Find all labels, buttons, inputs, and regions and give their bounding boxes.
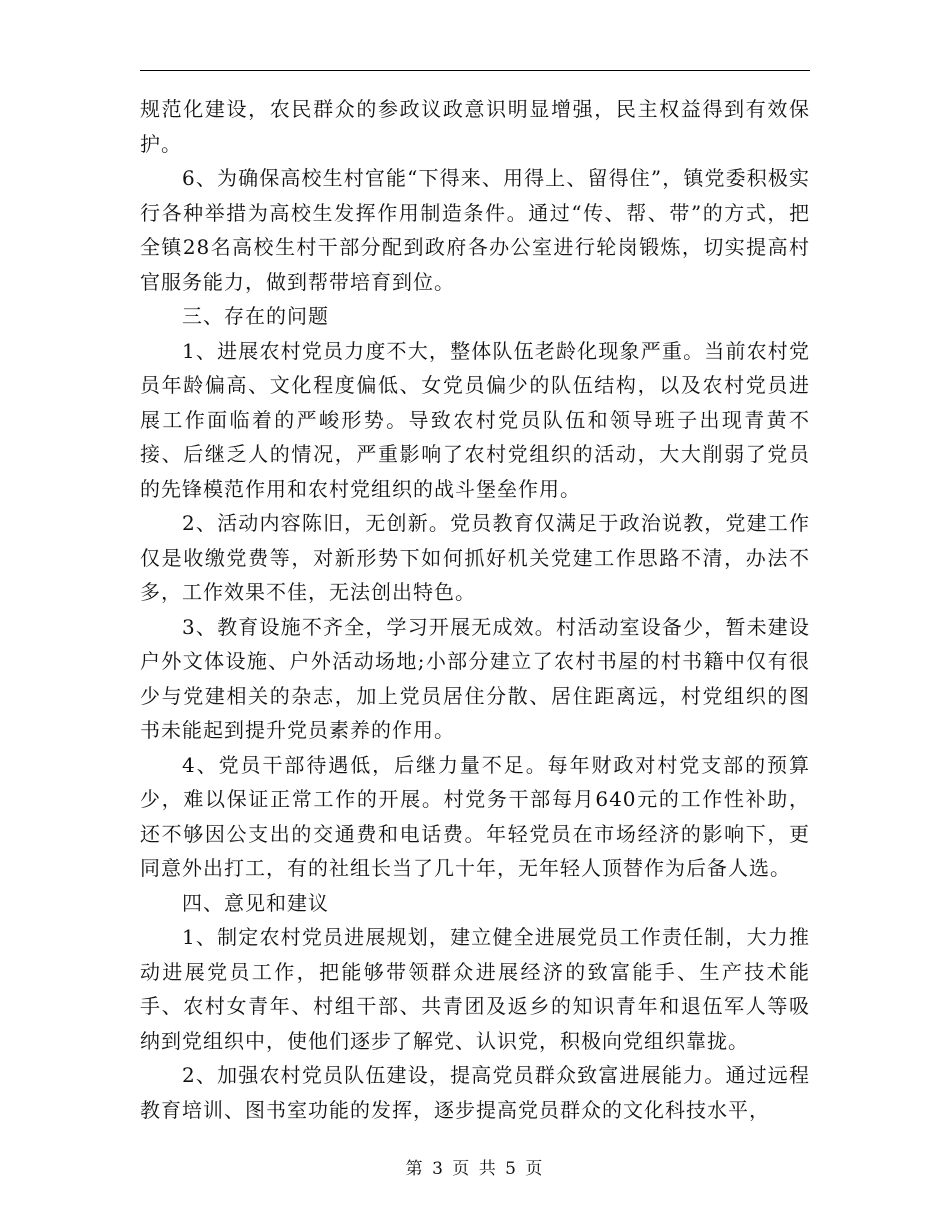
paragraph-item-6: 6、为确保高校生村官能“下得来、用得上、留得住”，镇党委积极实行各种举措为高校生发挥作用制造条件。通过“传、帮、带”的方式，把全镇28名高校生村干部分配到政府各办公室进行轮岗锻炼，切实提高村官服务能力，做到帮带培育到位。 bbox=[140, 166, 810, 294]
paragraph-problem-3: 3、教育设施不齐全，学习开展无成效。村活动室设备少，暂未建设户外文体设施、户外活动场地;小部分建立了农村书屋的村书籍中仅有很少与党建相关的杂志，加上党员居住分散、居住距离远，村党组织的图书未能起到提升党员素养的作用。 bbox=[140, 614, 810, 742]
paragraph-problem-4: 4、党员干部待遇低，后继力量不足。每年财政对村党支部的预算少，难以保证正常工作的开展。村党务干部每月640元的工作性补助，还不够因公支出的交通费和电话费。年轻党员在市场经济的影响下，更同意外出打工，有的社组长当了几十年，无年轻人顶替作为后备人选。 bbox=[140, 752, 810, 880]
section-heading-suggestions: 四、意见和建议 bbox=[182, 890, 329, 915]
section-heading-problems: 三、存在的问题 bbox=[182, 304, 329, 328]
header-rule bbox=[140, 70, 810, 71]
page-footer: 第 3 页 共 5 页 bbox=[405, 1159, 545, 1179]
paragraph-continuation: 规范化建设，农民群众的参政议政意识明显增强，民主权益得到有效保护。 bbox=[140, 97, 810, 156]
paragraph-suggestion-1: 1、制定农村党员进展规划，建立健全进展党员工作责任制，大力推动进展党员工作，把能够带领群众进展经济的致富能手、生产技术能手、农村女青年、村组干部、共青团及返乡的知识青年和退伍军人等吸纳到党组织中，使他们逐步了解党、认识党，积极向党组织靠拢。 bbox=[140, 925, 810, 1053]
paragraph-suggestion-2: 2、加强农村党员队伍建设，提高党员群众致富进展能力。通过远程教育培训、图书室功能的发挥，逐步提高党员群众的文化科技水平， bbox=[140, 1063, 810, 1122]
body-text bbox=[140, 92, 810, 1127]
paragraph-problem-1: 1、进展农村党员力度不大，整体队伍老龄化现象严重。当前农村党员年龄偏高、文化程度偏低、女党员偏少的队伍结构，以及农村党员进展工作面临着的严峻形势。导致农村党员队伍和领导班子出现青黄不接、后继乏人的情况，严重影响了农村党组织的活动，大大削弱了党员的先锋模范作用和农村党组织的战斗堡垒作用。 bbox=[140, 338, 810, 501]
paragraph-problem-2: 2、活动内容陈旧，无创新。党员教育仅满足于政治说教，党建工作仅是收缴党费等，对新形势下如何抓好机关党建工作思路不清，办法不多，工作效果不佳，无法创出特色。 bbox=[140, 511, 810, 604]
